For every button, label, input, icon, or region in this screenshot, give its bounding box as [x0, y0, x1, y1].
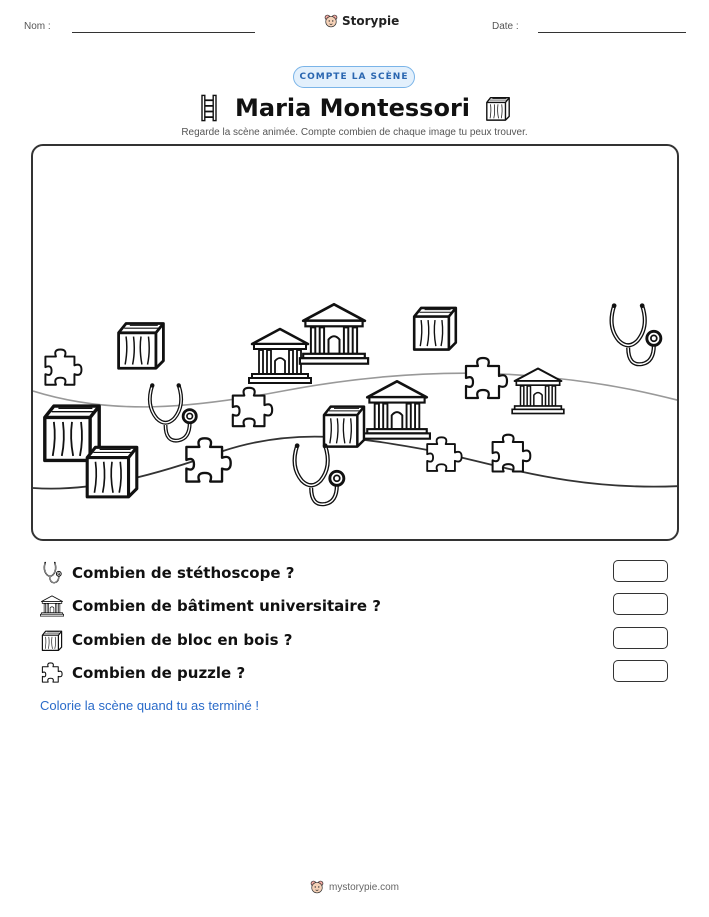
university-building: [300, 304, 368, 363]
question-text: Combien de stéthoscope ?: [72, 564, 295, 582]
scene-illustration: [33, 146, 679, 541]
puzzle-piece: [427, 437, 461, 471]
wooden-block: [119, 323, 164, 368]
name-line[interactable]: [72, 32, 255, 33]
stethoscope: [295, 443, 344, 504]
activity-badge: COMPTE LA SCÈNE: [293, 66, 415, 88]
date-line[interactable]: [538, 32, 686, 33]
stethoscope: [612, 303, 661, 364]
answer-box-stethoscope[interactable]: [613, 560, 668, 582]
brand-name: Storypie: [342, 14, 400, 28]
puzzle-piece: [466, 358, 507, 398]
hill-back: [33, 373, 679, 407]
bear-logo-icon: [310, 880, 324, 894]
question-text: Combien de puzzle ?: [72, 664, 246, 682]
question-building: [40, 593, 381, 619]
answer-box-block[interactable]: [613, 627, 668, 649]
brand-logo: [324, 14, 399, 28]
title-row: [0, 90, 709, 126]
footer-url[interactable]: mystorypie.com: [328, 881, 399, 893]
counting-scene: [31, 144, 679, 541]
question-stethoscope: [40, 560, 294, 586]
university-building-icon: [40, 594, 64, 618]
stethoscope-icon: [40, 561, 64, 585]
university-building: [364, 381, 430, 438]
question-puzzle: [40, 660, 245, 686]
footer: [0, 880, 709, 894]
instructions: Regarde la scène animée. Compte combien de chaque image tu peux trouver.: [181, 127, 528, 138]
bear-logo-icon: [324, 14, 338, 28]
wooden-block: [324, 407, 364, 447]
puzzle-piece-icon: [40, 661, 64, 685]
page-title: Maria Montessori: [234, 94, 471, 122]
wooden-block: [414, 308, 456, 350]
puzzle-piece: [186, 438, 230, 481]
wooden-block-icon: [484, 94, 512, 122]
wooden-block-icon: [40, 628, 64, 652]
date-label: Date :: [492, 21, 519, 32]
university-building: [249, 329, 311, 383]
answer-box-puzzle[interactable]: [613, 660, 668, 682]
coloring-instruction: Colorie la scène quand tu as terminé !: [40, 698, 259, 713]
puzzle-piece: [45, 350, 81, 385]
question-block: [40, 627, 292, 653]
puzzle-piece: [493, 435, 531, 472]
wooden-block: [87, 447, 137, 497]
ladder-icon: [197, 94, 221, 122]
question-text: Combien de bloc en bois ?: [72, 631, 293, 649]
question-text: Combien de bâtiment universitaire ?: [72, 597, 381, 615]
stethoscope: [150, 383, 196, 440]
answer-box-building[interactable]: [613, 593, 668, 615]
name-label: Nom :: [24, 21, 51, 32]
